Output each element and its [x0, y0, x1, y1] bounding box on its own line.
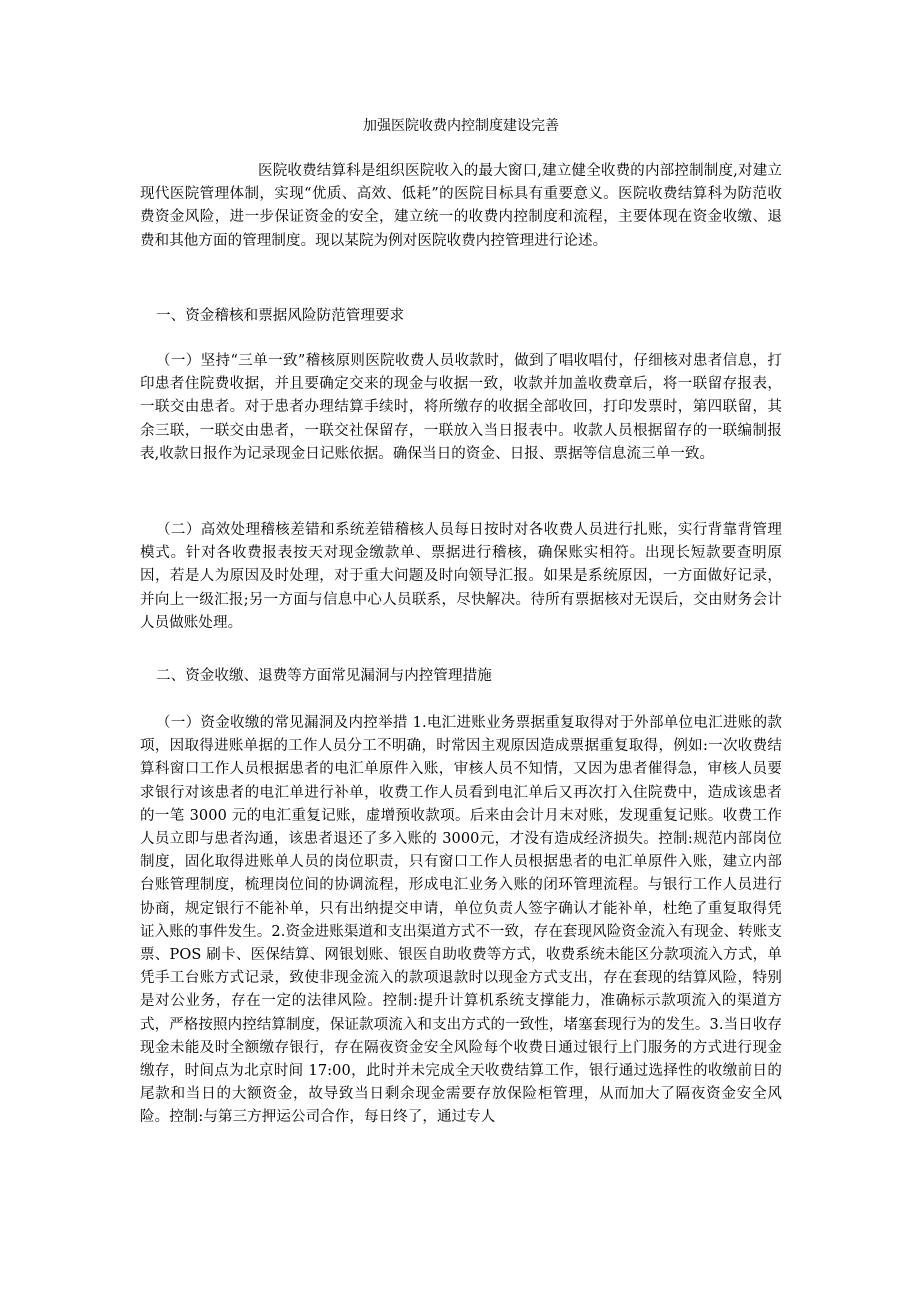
section-2-heading: 二、资金收缴、退费等方面常见漏洞与内控管理措施: [156, 668, 492, 684]
section-1-paragraph-1: （一）坚持“三单一致”稽核原则医院收费人员收款时，做到了唱收唱付，仔细核对患者信息，打印患者住院费收据，并且要确定交来的现金与收据一致，收款并加盖收费章后，将一联留存报表，一联交由患者。对于患者办理结算手续时，将所缴存的收据全部收回，打印发票时，第四联留，其余三联，一联交由患者，一联交社保留存，一联放入当日报表中。收款人员根据留存的一联编制报表,收款日报作为记录现金日记账依据。确保当日的资金、日报、票据等信息流三单一致。: [140, 353, 782, 462]
intro-paragraph: 医院收费结算科是组织医院收入的最大窗口,建立健全收费的内部控制制度,对建立现代医院管理体制，实现“优质、高效、低耗”的医院目标具有重要意义。医院收费结算科为防范收费资金风险，进一步保证资金的安全，建立统一的收费内控制度和流程，主要体现在资金收缴、退费和其他方面的管理制度。现以某院为例对医院收费内控管理进行论述。: [140, 163, 782, 249]
section-2-paragraph-1: （一）资金收缴的常见漏洞及内控举措 1.电汇进账业务票据重复取得对于外部单位电汇进账的款项，因取得进账单据的工作人员分工不明确，时常因主观原因造成票据重复取得，例如:一次收费结算科窗口工作人员根据患者的电汇单原件入账，审核人员不知情，又因为患者催得急，审核人员要求银行对该患者的电汇单进行补单，收费工作人员看到电汇单后又再次打入住院费中，造成该患者的一笔 3000 元的电汇重复记账，虚增预收款项。后来由会计月末对账，发现重复记账。收费工作人员立即与患者沟通，该患者退还了多入账的 3000元，才没有造成经济损失。控制:规范内部岗位制度，固化取得进账单人员的岗位职责，只有窗口工作人员根据患者的电汇单原件入账，建立内部台账管理制度，梳理岗位间的协调流程，形成电汇业务入账的闭环管理流程。与银行工作人员进行协商，规定银行不能补单，只有出纳提交申请，单位负责人签字确认才能补单，杜绝了重复取得凭证入账的事件发生。2.资金进账渠道和支出渠道方式不一致，存在套现风险资金流入有现金、转账支票、POS 刷卡、医保结算、网银划账、银医自助收费等方式，收费系统未能区分款项流入方式，单凭手工台账方式记录，致使非现金流入的款项退款时以现金方式支出，存在套现的结算风险，特别是对公业务，存在一定的法律风险。控制:提升计算机系统支撑能力，准确标示款项流入的渠道方式，严格按照内控结算制度，保证款项流入和支出方式的一致性，堵塞套现行为的发生。3.当日收存现金未能及时全额缴存银行，存在隔夜资金安全风险每个收费日通过银行上门服务的方式进行现金缴存，时间点为北京时间 17:00，此时并未完成全天收费结算工作，银行通过选择性的收缴前日的尾款和当日的大额资金，故导致当日剩余现金需要存放保险柜管理，从而加大了隔夜资金安全风险。控制:与第三方押运公司合作，每日终了，通过专人: [140, 715, 782, 1126]
document-title: 加强医院收费内控制度建设完善: [363, 118, 559, 134]
section-1-paragraph-2: （二）高效处理稽核差错和系统差错稽核人员每日按时对各收费人员进行扎账，实行背靠背管理模式。针对各收费报表按天对现金缴款单、票据进行稽核，确保账实相符。出现长短款要查明原因，若是人为原因及时处理，对于重大问题及时向领导汇报。如果是系统原因，一方面做好记录，并向上一级汇报;另一方面与信息中心人员联系，尽快解决。待所有票据核对无误后，交由财务会计人员做账处理。: [140, 522, 782, 631]
section-1-heading: 一、资金稽核和票据风险防范管理要求: [156, 308, 405, 324]
